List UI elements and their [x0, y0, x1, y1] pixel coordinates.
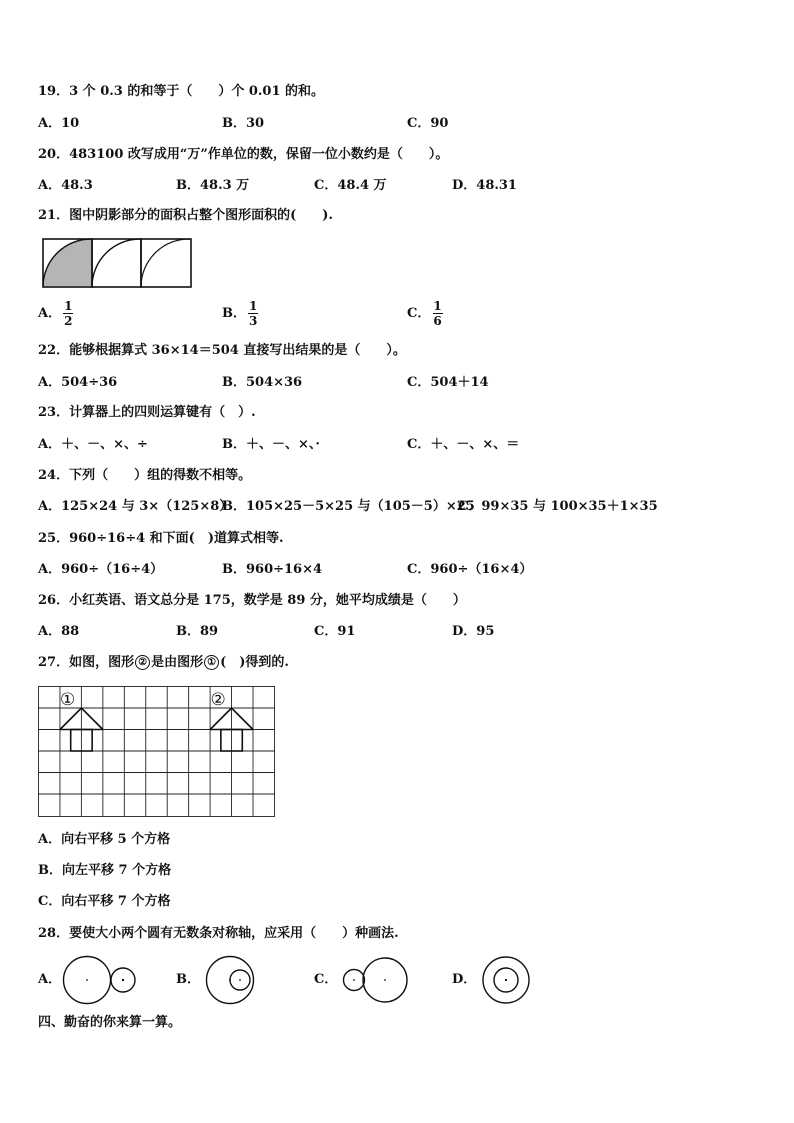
q20-option-a[interactable]: A．48.3	[38, 178, 93, 193]
question-19: 19．3 个 0.3 的和等于（ ）个 0.01 的和。	[38, 84, 325, 99]
q24-option-a[interactable]: A．125×24 与 3×（125×8）	[38, 499, 233, 514]
q27-option-c[interactable]: C．向右平移 7 个方格	[38, 894, 171, 909]
fraction-numerator: 1	[64, 299, 73, 313]
q26-option-a[interactable]: A．88	[38, 624, 80, 639]
question-25: 25．960÷16÷4 和下面( )道算式相等.	[38, 531, 284, 546]
q27-label-figure-1: ①	[60, 690, 76, 710]
q19-option-c[interactable]: C．90	[407, 116, 449, 131]
q27-option-a[interactable]: A．向右平移 5 个方格	[38, 832, 171, 847]
fraction-denominator: 6	[433, 314, 442, 328]
q28-option-c-circles[interactable]	[342, 955, 410, 1005]
q27-figure-2-mark: ②	[135, 655, 150, 670]
q21-option-c-fraction	[432, 300, 442, 327]
question-28: 28．要使大小两个圆有无数条对称轴，应采用（ ）种画法.	[38, 926, 399, 941]
q28-option-b-circles[interactable]	[205, 955, 255, 1005]
question-26: 26．小红英语、语文总分是 175，数学是 89 分，她平均成绩是（ ）	[38, 593, 466, 608]
q23-option-c[interactable]: C．＋、－、×、＝	[407, 437, 520, 452]
q25-option-c[interactable]: C．960÷（16×4）	[407, 562, 533, 577]
q27-label-figure-2: ②	[210, 690, 226, 710]
q23-option-b[interactable]: B．＋、－、×、·	[222, 437, 320, 452]
q20-option-b[interactable]: B．48.3 万	[176, 178, 250, 193]
q21-option-c-letter: C．	[407, 306, 431, 321]
q24-option-c[interactable]: C．99×35 与 100×35＋1×35	[458, 499, 658, 514]
q21-shaded-figure	[42, 238, 194, 288]
q20-option-d[interactable]: D．48.31	[452, 178, 517, 193]
fraction-numerator: 1	[433, 299, 442, 313]
q28-option-d-circles[interactable]	[481, 955, 531, 1005]
q19-option-b[interactable]: B．30	[222, 116, 265, 131]
q22-option-a[interactable]: A．504÷36	[38, 375, 118, 390]
q27-grid-figure	[38, 686, 276, 818]
q22-option-c[interactable]: C．504＋14	[407, 375, 489, 390]
q21-option-b-letter: B．	[222, 306, 246, 321]
q27-figure-1-mark: ①	[204, 655, 219, 670]
q28-option-c[interactable]: C．	[314, 972, 338, 987]
q28-option-d[interactable]: D．	[452, 972, 477, 987]
q21-option-b-fraction	[248, 300, 258, 327]
q27-stem-end: ( )得到的.	[220, 655, 289, 670]
q26-option-d[interactable]: D．95	[452, 624, 495, 639]
section-heading: 四、勤奋的你来算一算。	[38, 1015, 182, 1030]
q27-stem-middle: 是由图形	[151, 655, 204, 670]
question-23: 23．计算器上的四则运算键有（ ）.	[38, 405, 256, 420]
q28-option-a[interactable]: A．	[38, 972, 62, 987]
q21-option-c[interactable]	[407, 300, 443, 327]
question-21: 21．图中阴影部分的面积占整个图形面积的( ).	[38, 208, 333, 223]
q27-stem-start: 27．如图，图形	[38, 655, 135, 670]
q28-option-a-circles[interactable]	[62, 955, 140, 1005]
q26-option-b[interactable]: B．89	[176, 624, 219, 639]
q26-option-c[interactable]: C．91	[314, 624, 356, 639]
q21-option-b[interactable]	[222, 300, 258, 327]
question-27	[38, 655, 289, 671]
q23-option-a[interactable]: A．＋、－、×、÷	[38, 437, 148, 452]
q25-option-a[interactable]: A．960÷（16÷4）	[38, 562, 164, 577]
q22-option-b[interactable]: B．504×36	[222, 375, 303, 390]
question-24: 24．下列（ ）组的得数不相等。	[38, 468, 252, 483]
q19-option-a[interactable]: A．10	[38, 116, 80, 131]
question-20: 20．483100 改写成用“万”作单位的数，保留一位小数约是（ ）。	[38, 147, 449, 162]
q21-option-a[interactable]	[38, 300, 73, 327]
q20-option-c[interactable]: C．48.4 万	[314, 178, 387, 193]
q21-option-a-letter: A．	[38, 306, 62, 321]
fraction-denominator: 2	[64, 314, 73, 328]
fraction-denominator: 3	[249, 314, 258, 328]
question-22: 22．能够根据算式 36×14＝504 直接写出结果的是（ ）。	[38, 343, 406, 358]
q28-option-b[interactable]: B．	[176, 972, 200, 987]
q25-option-b[interactable]: B．960÷16×4	[222, 562, 323, 577]
fraction-numerator: 1	[249, 299, 258, 313]
q27-option-b[interactable]: B．向左平移 7 个方格	[38, 863, 172, 878]
q24-option-b[interactable]: B．105×25－5×25 与（105－5）×25	[222, 499, 475, 514]
q21-option-a-fraction	[63, 300, 73, 327]
